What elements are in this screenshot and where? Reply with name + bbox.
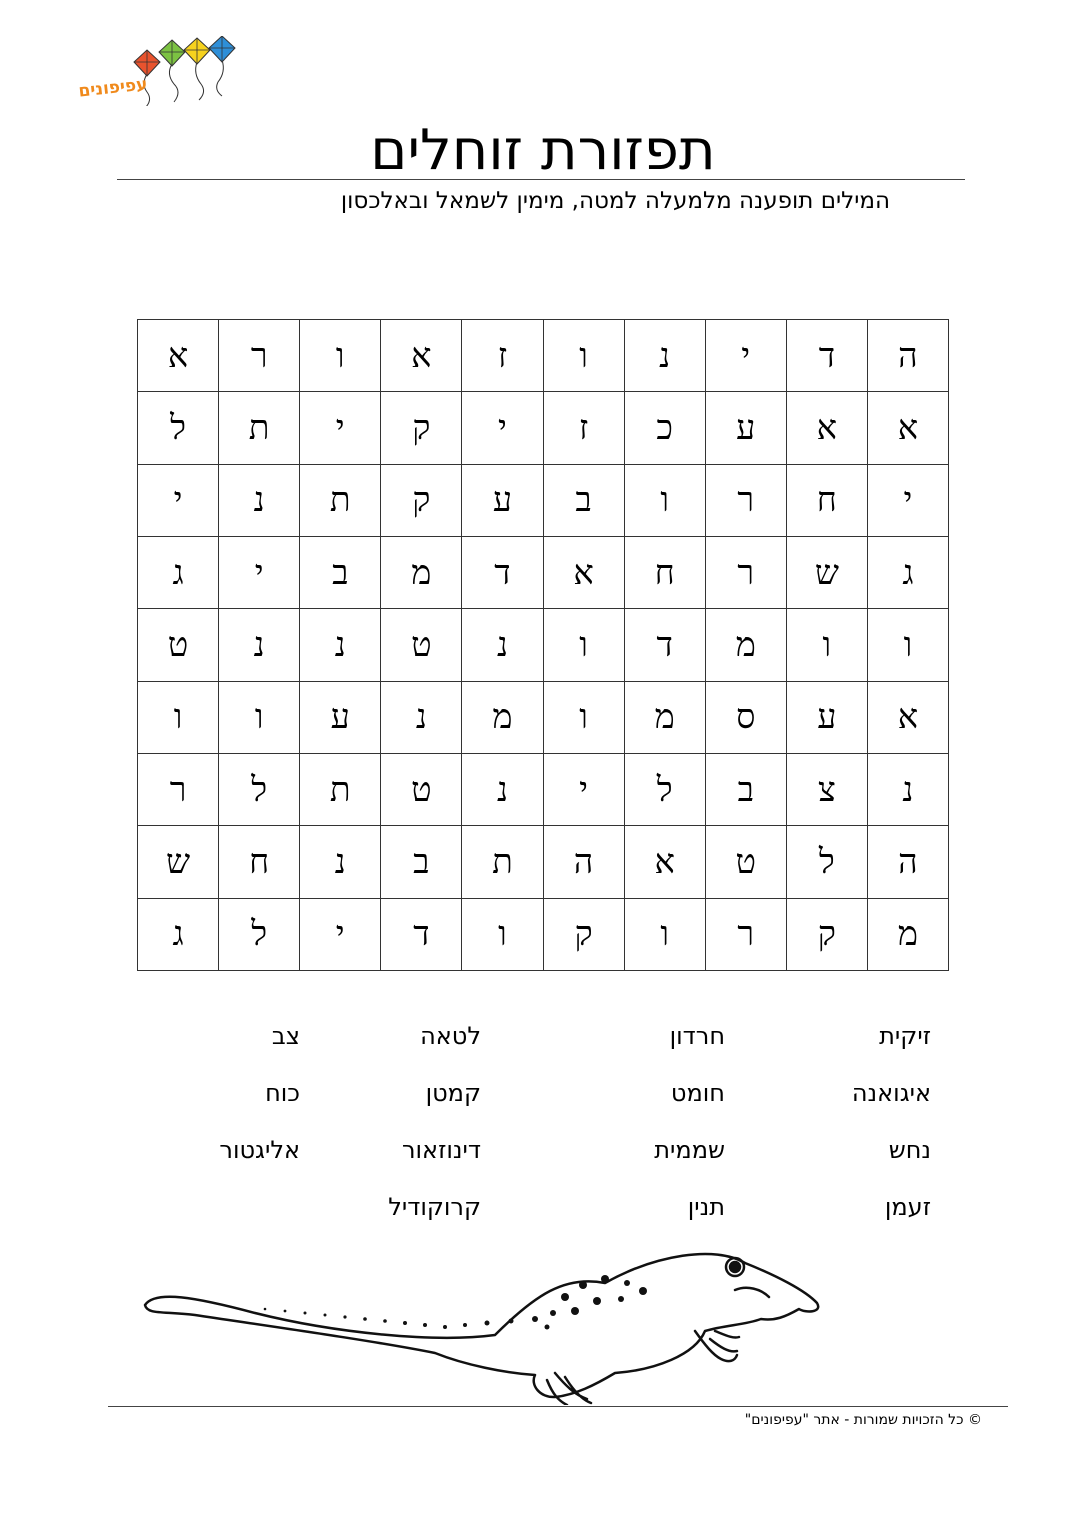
grid-cell: ר <box>706 465 787 537</box>
grid-cell: ל <box>787 826 868 898</box>
grid-cell: א <box>868 682 949 754</box>
grid-cell: ל <box>625 754 706 826</box>
grid-cell: ו <box>219 682 300 754</box>
grid-cell: נ <box>300 609 381 681</box>
grid-cell: א <box>544 537 625 609</box>
grid-cell: א <box>787 392 868 464</box>
grid-cell: ר <box>706 537 787 609</box>
grid-cell: ז <box>462 320 543 392</box>
grid-cell: ח <box>625 537 706 609</box>
grid-cell: נ <box>300 826 381 898</box>
grid-cell: ת <box>300 754 381 826</box>
grid-cell: ז <box>544 392 625 464</box>
grid-cell: ט <box>381 754 462 826</box>
grid-cell: ל <box>138 392 219 464</box>
grid-cell: ו <box>462 899 543 971</box>
grid-cell: מ <box>381 537 462 609</box>
word-list-item: שממית <box>654 1136 725 1164</box>
word-list-item: דינוזאור <box>401 1136 481 1164</box>
grid-cell: ה <box>868 320 949 392</box>
grid-cell: ד <box>787 320 868 392</box>
grid-cell: ג <box>138 899 219 971</box>
word-list-item: קמטן <box>425 1079 481 1107</box>
grid-cell: א <box>138 320 219 392</box>
grid-cell: ד <box>381 899 462 971</box>
grid-cell: כ <box>625 392 706 464</box>
grid-cell: א <box>625 826 706 898</box>
grid-cell: מ <box>868 899 949 971</box>
grid-cell: ה <box>544 826 625 898</box>
word-list-item: תנין <box>687 1193 725 1221</box>
word-list-item: נחש <box>888 1136 931 1164</box>
grid-cell: א <box>381 320 462 392</box>
grid-cell: מ <box>462 682 543 754</box>
grid-cell: ו <box>138 682 219 754</box>
word-list-item: לטאה <box>420 1022 481 1050</box>
grid-cell: נ <box>462 754 543 826</box>
grid-cell: ע <box>462 465 543 537</box>
grid-cell: נ <box>462 609 543 681</box>
grid-cell: י <box>300 392 381 464</box>
grid-cell: י <box>544 754 625 826</box>
grid-cell: ח <box>787 465 868 537</box>
grid-cell: ל <box>219 899 300 971</box>
page-title: תפזורת זוחלים <box>370 117 716 183</box>
grid-cell: ג <box>868 537 949 609</box>
grid-cell: ע <box>706 392 787 464</box>
grid-cell: ו <box>868 609 949 681</box>
grid-cell: ר <box>219 320 300 392</box>
word-list-item: כוח <box>265 1079 300 1107</box>
grid-cell: ס <box>706 682 787 754</box>
grid-cell: ו <box>787 609 868 681</box>
header-divider <box>117 179 965 180</box>
grid-cell: ר <box>138 754 219 826</box>
grid-cell: ו <box>300 320 381 392</box>
grid-cell: ב <box>300 537 381 609</box>
grid-cell: י <box>138 465 219 537</box>
grid-cell: נ <box>219 609 300 681</box>
grid-cell: י <box>868 465 949 537</box>
grid-cell: ו <box>544 609 625 681</box>
word-list-item: חרדון <box>669 1022 725 1050</box>
grid-cell: ק <box>381 392 462 464</box>
grid-cell: ק <box>544 899 625 971</box>
grid-cell: א <box>868 392 949 464</box>
grid-cell: ו <box>544 682 625 754</box>
grid-cell: ה <box>868 826 949 898</box>
grid-cell: ט <box>138 609 219 681</box>
grid-cell: ע <box>300 682 381 754</box>
grid-cell: י <box>219 537 300 609</box>
grid-cell: ו <box>544 320 625 392</box>
grid-cell: מ <box>706 609 787 681</box>
grid-cell: ש <box>138 826 219 898</box>
grid-cell: ב <box>381 826 462 898</box>
word-list-item: צב <box>271 1022 300 1050</box>
grid-cell: ת <box>300 465 381 537</box>
word-search-grid <box>137 319 949 971</box>
grid-cell: ת <box>462 826 543 898</box>
lizard-illustration-icon <box>135 1235 825 1405</box>
grid-cell: ש <box>787 537 868 609</box>
word-list-item: קרוקודיל <box>388 1193 481 1221</box>
grid-cell: ל <box>219 754 300 826</box>
grid-cell: ק <box>787 899 868 971</box>
grid-cell: ת <box>219 392 300 464</box>
grid-cell: צ <box>787 754 868 826</box>
grid-cell: י <box>706 320 787 392</box>
grid-cell: נ <box>219 465 300 537</box>
word-list-item: איגואנה <box>851 1079 931 1107</box>
logo-text: עפיפונים <box>77 74 149 102</box>
grid-cell: ט <box>381 609 462 681</box>
grid-cell: י <box>300 899 381 971</box>
grid-cell: ר <box>706 899 787 971</box>
grid-cell: מ <box>625 682 706 754</box>
grid-cell: נ <box>625 320 706 392</box>
grid-cell: ג <box>138 537 219 609</box>
grid-cell: ד <box>462 537 543 609</box>
grid-cell: ע <box>787 682 868 754</box>
grid-cell: נ <box>381 682 462 754</box>
grid-cell: ב <box>544 465 625 537</box>
grid-cell: ח <box>219 826 300 898</box>
word-list-item: זעמן <box>884 1193 931 1221</box>
grid-cell: ב <box>706 754 787 826</box>
word-list-item: זיקית <box>879 1022 931 1050</box>
grid-cell: ו <box>625 465 706 537</box>
grid-cell: ט <box>706 826 787 898</box>
footer-divider <box>108 1406 1008 1407</box>
grid-cell: ד <box>625 609 706 681</box>
grid-cell: י <box>462 392 543 464</box>
grid-cell: ק <box>381 465 462 537</box>
grid-cell: ו <box>625 899 706 971</box>
word-list-item: אליגטור <box>219 1136 300 1164</box>
copyright-notice: © כל הזכויות שמורות - אתר "עפיפונים" <box>744 1412 982 1428</box>
instructions: המילים תופענה מלמעלה למטה, מימין לשמאל ובאלכסון <box>340 188 890 214</box>
grid-cell: נ <box>868 754 949 826</box>
word-list-item: חומט <box>670 1079 725 1107</box>
